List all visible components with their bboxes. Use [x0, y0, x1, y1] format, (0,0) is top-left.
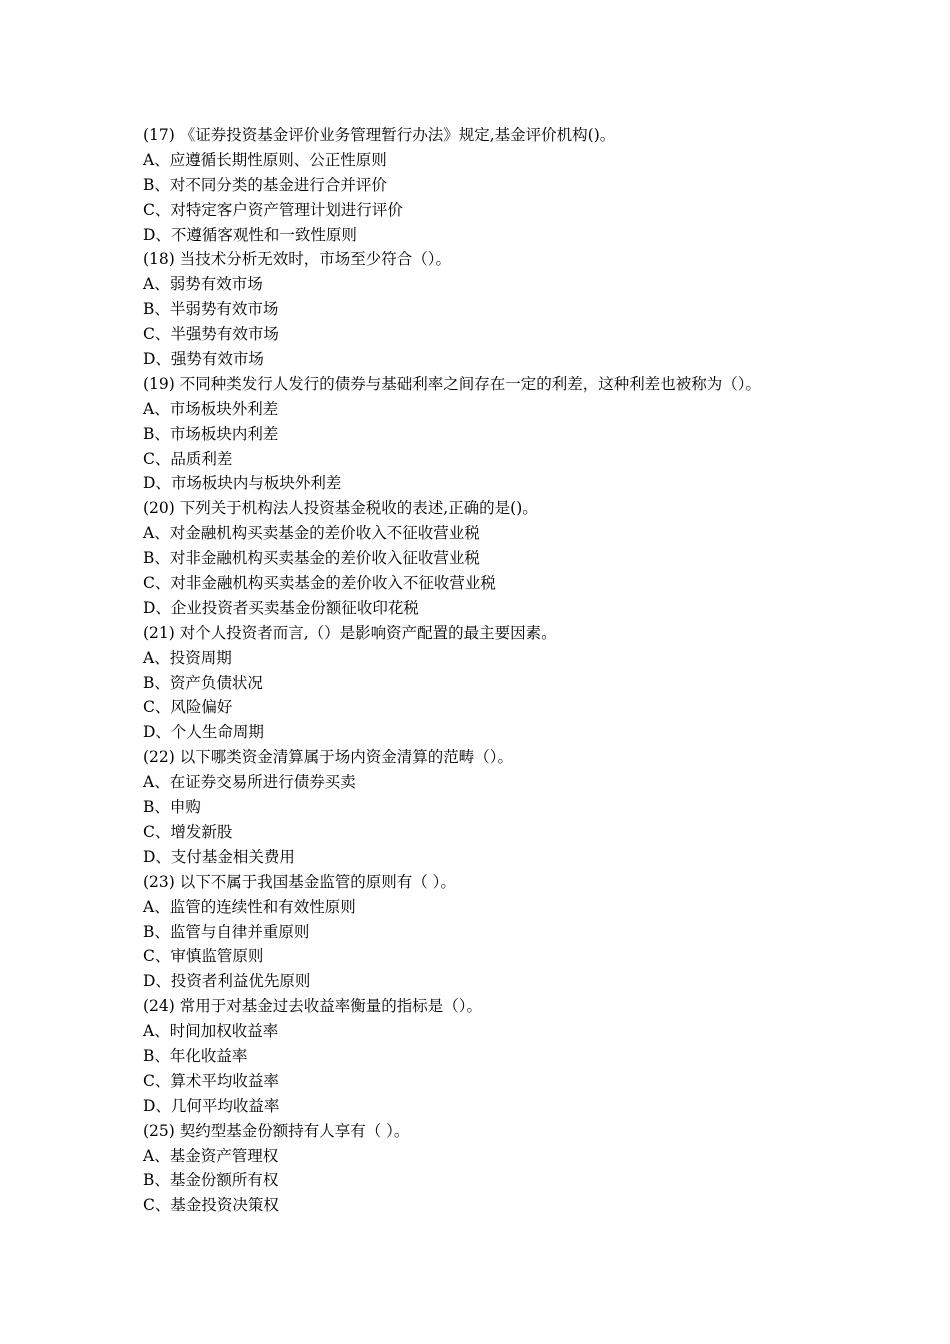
answer-option: C、算术平均收益率: [143, 1071, 279, 1090]
answer-option: C、对非金融机构买卖基金的差价收入不征收营业税: [143, 574, 496, 593]
answer-option: D、投资者利益优先原则: [143, 972, 311, 991]
answer-option: A、监管的连续性和有效性原则: [143, 897, 356, 916]
answer-option: B、对不同分类的基金进行合并评价: [143, 175, 387, 194]
answer-option: D、个人生命周期: [143, 723, 264, 742]
question-stem: (20) 下列关于机构法人投资基金税收的表述,正确的是()。: [143, 499, 538, 518]
answer-option: B、资产负债状况: [143, 673, 263, 692]
answer-option: A、在证券交易所进行债券买卖: [143, 773, 356, 792]
answer-option: A、基金资产管理权: [143, 1146, 279, 1165]
document-page: [143, 123, 863, 1218]
answer-option: C、审慎监管原则: [143, 947, 264, 966]
answer-option: C、基金投资决策权: [143, 1196, 279, 1215]
answer-option: D、企业投资者买卖基金份额征收印花税: [143, 598, 419, 617]
answer-option: B、监管与自律并重原则: [143, 922, 310, 941]
answer-option: C、增发新股: [143, 822, 233, 841]
answer-option: C、半强势有效市场: [143, 325, 279, 344]
answer-option: A、投资周期: [143, 648, 232, 667]
question-stem: (17) 《证券投资基金评价业务管理暂行办法》规定,基金评价机构()。: [143, 126, 616, 144]
answer-option: A、对金融机构买卖基金的差价收入不征收营业税: [143, 524, 480, 543]
answer-option: B、基金份额所有权: [143, 1171, 279, 1190]
answer-option: A、弱势有效市场: [143, 275, 263, 294]
answer-option: A、应遵循长期性原则、公正性原则: [143, 150, 387, 169]
answer-option: C、品质利差: [143, 449, 233, 468]
question-stem: (24) 常用于对基金过去收益率衡量的指标是（）。: [143, 997, 482, 1016]
question-stem: (19) 不同种类发行人发行的债券与基础利率之间存在一定的利差，这种利差也被称为（）。: [143, 374, 761, 393]
answer-option: B、申购: [143, 798, 201, 817]
answer-option: C、对特定客户资产管理计划进行评价: [143, 200, 403, 219]
question-stem: (23) 以下不属于我国基金监管的原则有（ ）。: [143, 872, 456, 891]
answer-option: C、风险偏好: [143, 698, 233, 717]
answer-option: D、几何平均收益率: [143, 1096, 280, 1115]
question-stem: (21) 对个人投资者而言,（）是影响资产配置的最主要因素。: [143, 623, 557, 642]
answer-option: D、市场板块内与板块外利差: [143, 474, 342, 493]
question-stem: (18) 当技术分析无效时，市场至少符合（）。: [143, 250, 451, 269]
answer-option: B、对非金融机构买卖基金的差价收入征收营业税: [143, 549, 480, 568]
answer-option: D、支付基金相关费用: [143, 847, 295, 866]
answer-option: B、市场板块内利差: [143, 424, 279, 443]
answer-option: A、市场板块外利差: [143, 399, 279, 418]
answer-option: D、强势有效市场: [143, 350, 264, 369]
answer-option: A、时间加权收益率: [143, 1022, 279, 1041]
answer-option: B、半弱势有效市场: [143, 300, 279, 319]
question-stem: (25) 契约型基金份额持有人享有（ ）。: [143, 1121, 410, 1140]
question-stem: (22) 以下哪类资金清算属于场内资金清算的范畴（）。: [143, 748, 513, 767]
answer-option: B、年化收益率: [143, 1046, 248, 1065]
answer-option: D、不遵循客观性和一致性原则: [143, 225, 357, 244]
